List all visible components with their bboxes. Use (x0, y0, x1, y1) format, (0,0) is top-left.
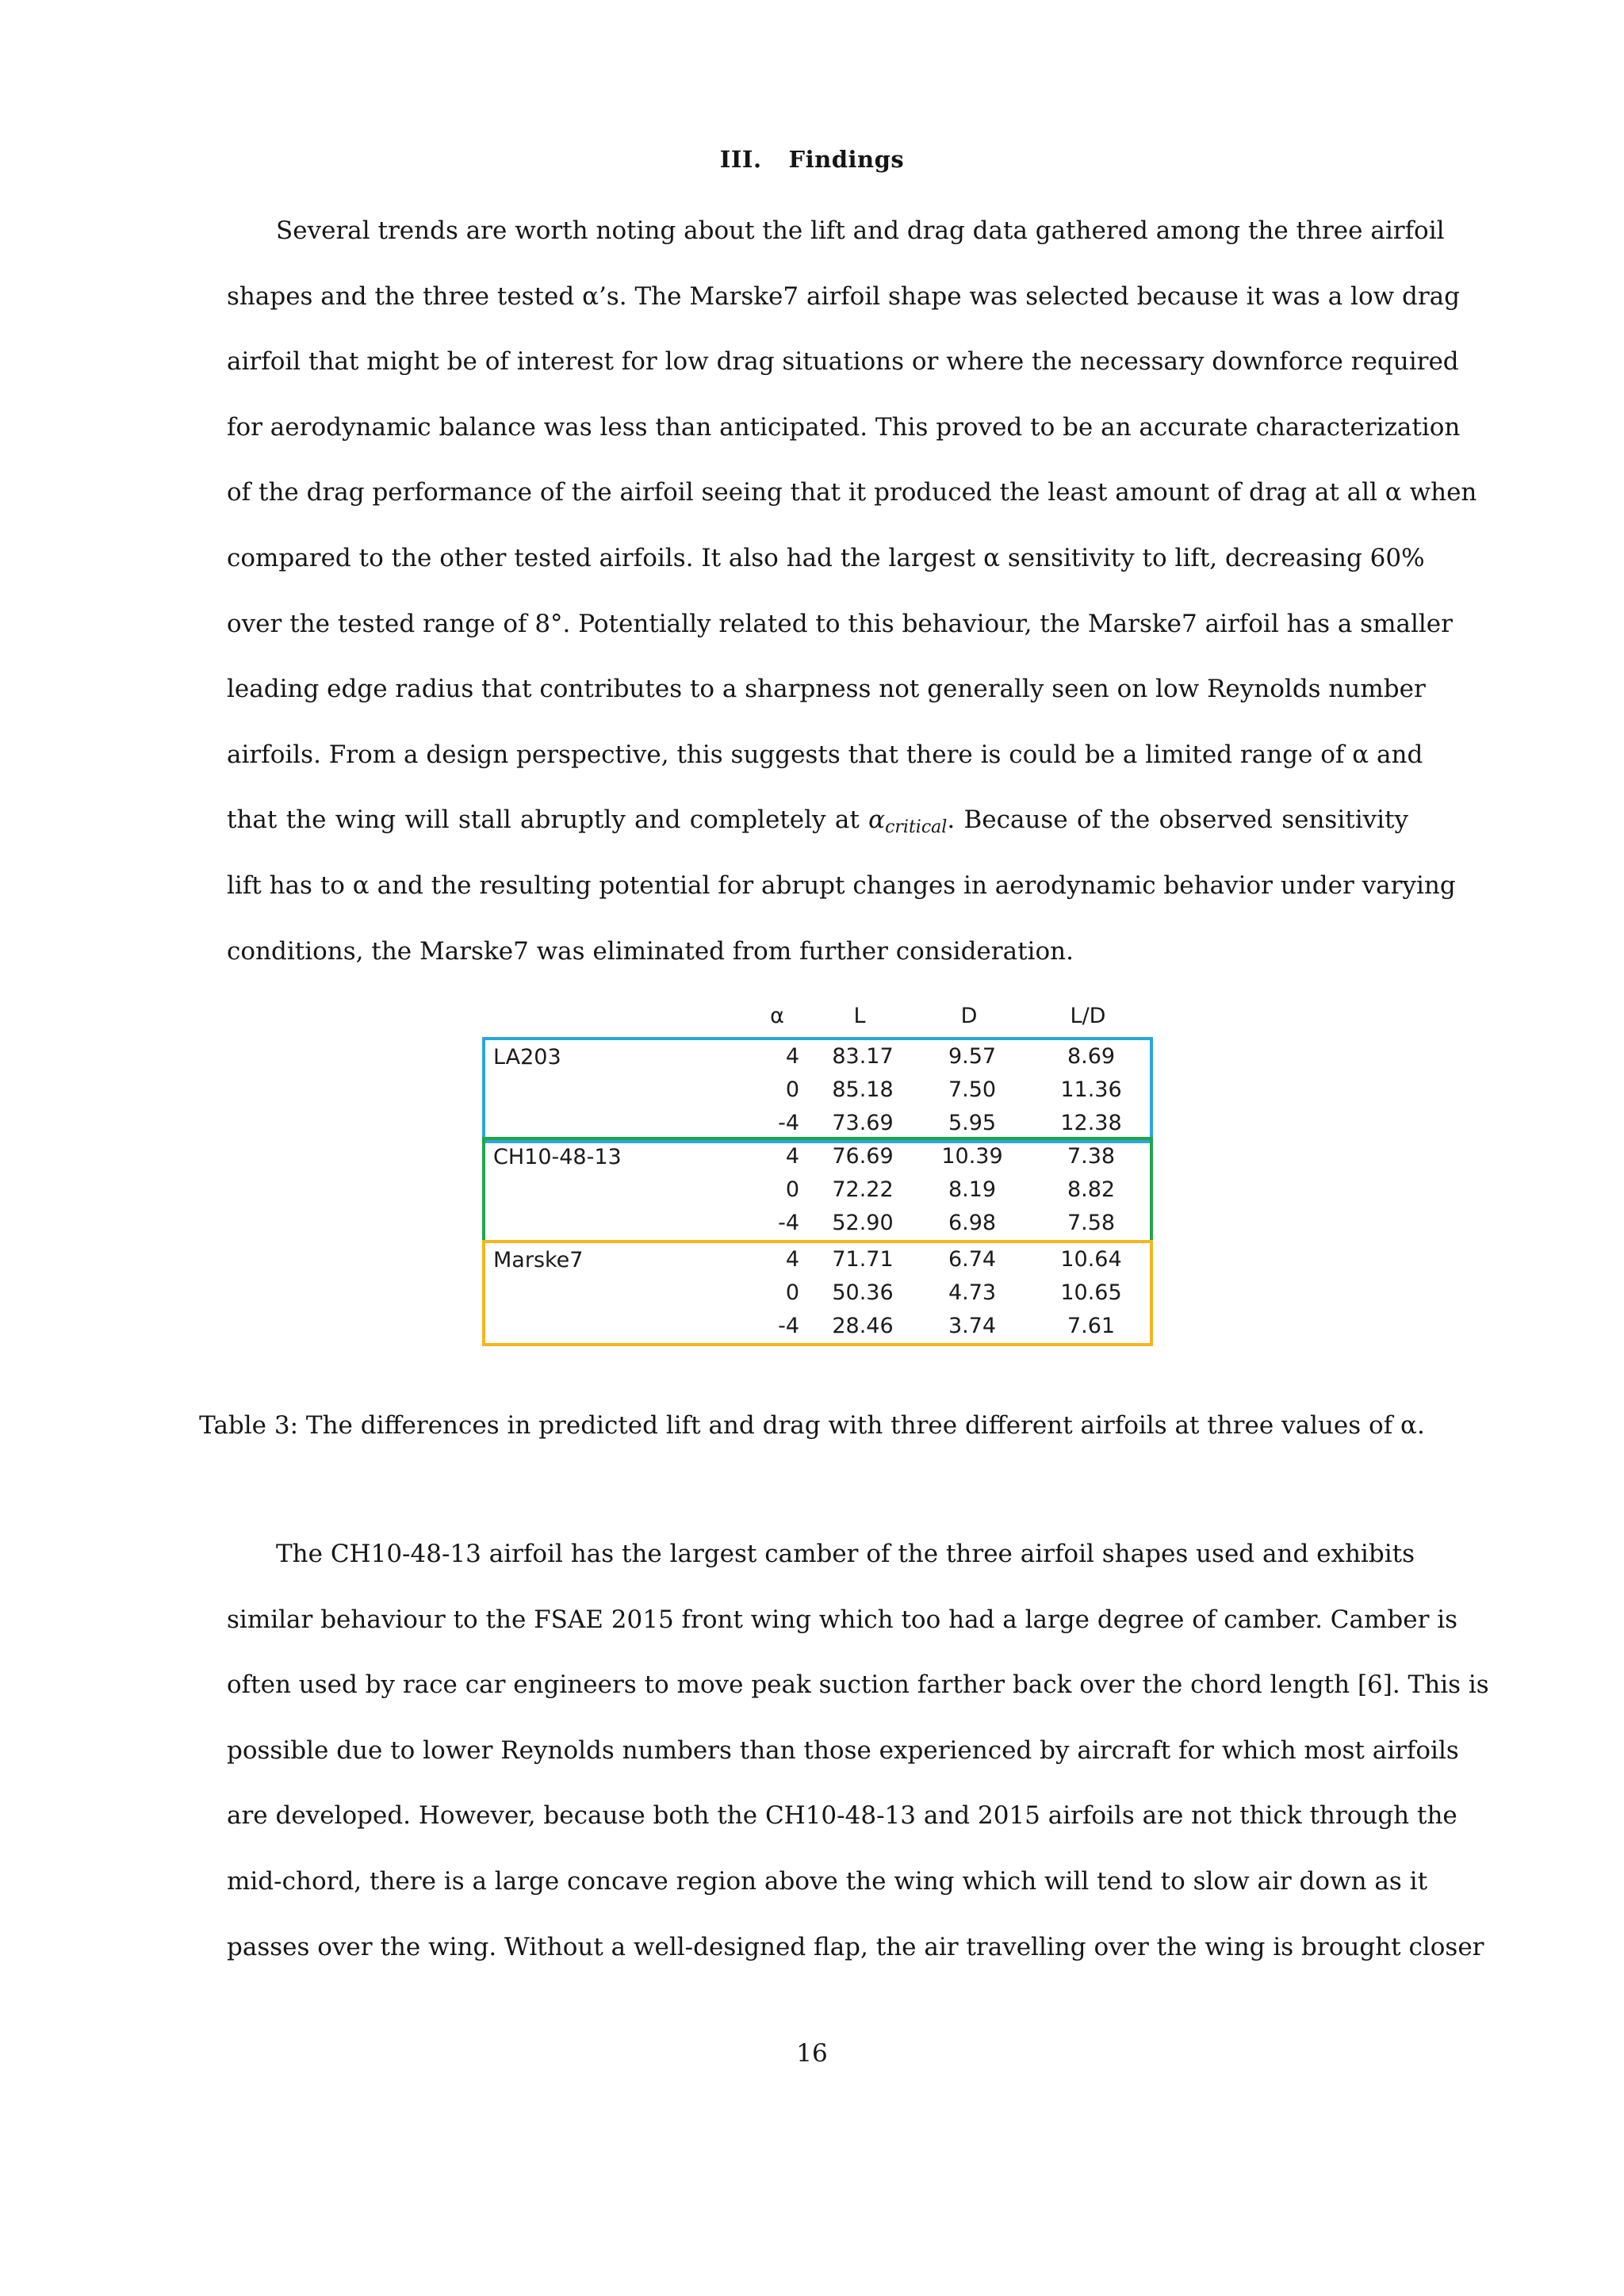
table-cell: 50.36 (832, 1280, 894, 1305)
paragraph-camber-discussion (227, 1521, 1489, 1980)
paragraph-line: passes over the wing. Without a well-designed flap, the air travelling over the wing is brought closer (227, 1932, 1484, 1961)
table-cell: 7.50 (948, 1077, 997, 1102)
table-cell: 83.17 (832, 1044, 894, 1069)
table-cell: 9.57 (948, 1044, 997, 1069)
paragraph-line: conditions, the Marske7 was eliminated from further consideration. (227, 936, 1074, 966)
table-cell: 6.74 (948, 1247, 997, 1272)
paragraph-line: airfoils. From a design perspective, this suggests that there is could be a limited range of α and (227, 740, 1423, 769)
table-cell: 10.64 (1060, 1247, 1122, 1272)
table-cell: 8.19 (948, 1177, 997, 1202)
paragraph-findings-intro (227, 198, 1477, 984)
airfoil-results-table (476, 1001, 1158, 1357)
table-cell: -4 (778, 1111, 799, 1135)
paragraph-line: shapes and the three tested α’s. The Marske7 airfoil shape was selected because it was a low drag (227, 281, 1460, 311)
table-header-d: D (960, 1004, 978, 1028)
table-cell: 10.39 (941, 1144, 1003, 1169)
page-number: 16 (796, 2039, 828, 2068)
table-cell: -4 (778, 1314, 799, 1338)
table-cell: 72.22 (832, 1177, 894, 1202)
table-cell: 28.46 (832, 1314, 894, 1338)
table-cell: 4 (785, 1044, 799, 1069)
table-cell: 4 (785, 1247, 799, 1272)
table-cell: 6.98 (948, 1211, 997, 1235)
paragraph-line: compared to the other tested airfoils. It also had the largest α sensitivity to lift, decreasing 60% (227, 543, 1425, 572)
table-cell: 0 (785, 1077, 799, 1102)
table-cell: 76.69 (832, 1144, 894, 1169)
table-group-marske7 (482, 1240, 1153, 1346)
table-group-ch10-48-13 (482, 1137, 1153, 1243)
table-cell: 4 (785, 1144, 799, 1169)
table-cell: 8.69 (1067, 1044, 1116, 1069)
table-cell: 71.71 (832, 1247, 894, 1272)
table-cell: 12.38 (1060, 1111, 1122, 1135)
paragraph-line-alpha-critical: that the wing will stall abruptly and completely at $\alpha_{critical}$. Because of the observed sensitivity (227, 806, 1409, 838)
table-group-la203 (482, 1037, 1153, 1143)
table-cell: -4 (778, 1211, 799, 1235)
section-heading (0, 146, 1624, 173)
airfoil-name: CH10-48-13 (493, 1145, 622, 1169)
table-caption: Table 3: The differences in predicted lift and drag with three different airfoils at three values of α. (199, 1411, 1425, 1440)
airfoil-name: LA203 (493, 1045, 561, 1070)
airfoil-name: Marske7 (493, 1248, 584, 1272)
paragraph-line: airfoil that might be of interest for low drag situations or where the necessary downforce required (227, 347, 1459, 377)
paragraph-line: often used by race car engineers to move peak suction farther back over the chord length [6]. This is (227, 1670, 1489, 1700)
paragraph-line: possible due to lower Reynolds numbers than those experienced by aircraft for which most airfoils (227, 1735, 1459, 1765)
table-cell: 7.61 (1067, 1314, 1116, 1338)
paragraph-line: lift has to α and the resulting potential for abrupt changes in aerodynamic behavior under varying (227, 871, 1456, 900)
paragraph-line: Several trends are worth noting about the lift and drag data gathered among the three airfoil (276, 216, 1445, 245)
table-cell: 7.38 (1067, 1144, 1116, 1169)
paragraph-line: The CH10-48-13 airfoil has the largest camber of the three airfoil shapes used and exhibits (276, 1540, 1415, 1568)
table-cell: 4.73 (948, 1280, 997, 1305)
table-header-l-over-d: L/D (1070, 1004, 1106, 1028)
table-cell: 3.74 (948, 1314, 997, 1338)
paragraph-line: are developed. However, because both the CH10-48-13 and 2015 airfoils are not thick through the (227, 1801, 1457, 1831)
section-number: III. (719, 146, 762, 173)
table-cell: 73.69 (832, 1111, 894, 1135)
table-cell: 0 (785, 1177, 799, 1202)
paragraph-line: leading edge radius that contributes to a sharpness not generally seen on low Reynolds number (227, 675, 1426, 704)
table-cell: 8.82 (1067, 1177, 1116, 1202)
table-cell: 11.36 (1060, 1077, 1122, 1102)
table-header-l: L (853, 1004, 866, 1028)
table-cell: 10.65 (1060, 1280, 1122, 1305)
section-title: Findings (788, 146, 905, 173)
paragraph-line: over the tested range of 8°. Potentially related to this behaviour, the Marske7 airfoil has a smaller (227, 609, 1453, 638)
table-cell: 0 (785, 1280, 799, 1305)
paragraph-line: of the drag performance of the airfoil seeing that it produced the least amount of drag at all α when (227, 478, 1477, 507)
paragraph-line: for aerodynamic balance was less than anticipated. This proved to be an accurate characterization (227, 412, 1461, 442)
table-cell: 7.58 (1067, 1211, 1116, 1235)
paragraph-line: similar behaviour to the FSAE 2015 front wing which too had a large degree of camber. Camber is (227, 1605, 1458, 1634)
table-cell: 85.18 (832, 1077, 894, 1102)
paragraph-line: mid-chord, there is a large concave region above the wing which will tend to slow air down as it (227, 1866, 1428, 1896)
table-cell: 52.90 (832, 1211, 894, 1235)
table-cell: 5.95 (948, 1111, 997, 1135)
table-header-alpha: α (770, 1004, 784, 1028)
